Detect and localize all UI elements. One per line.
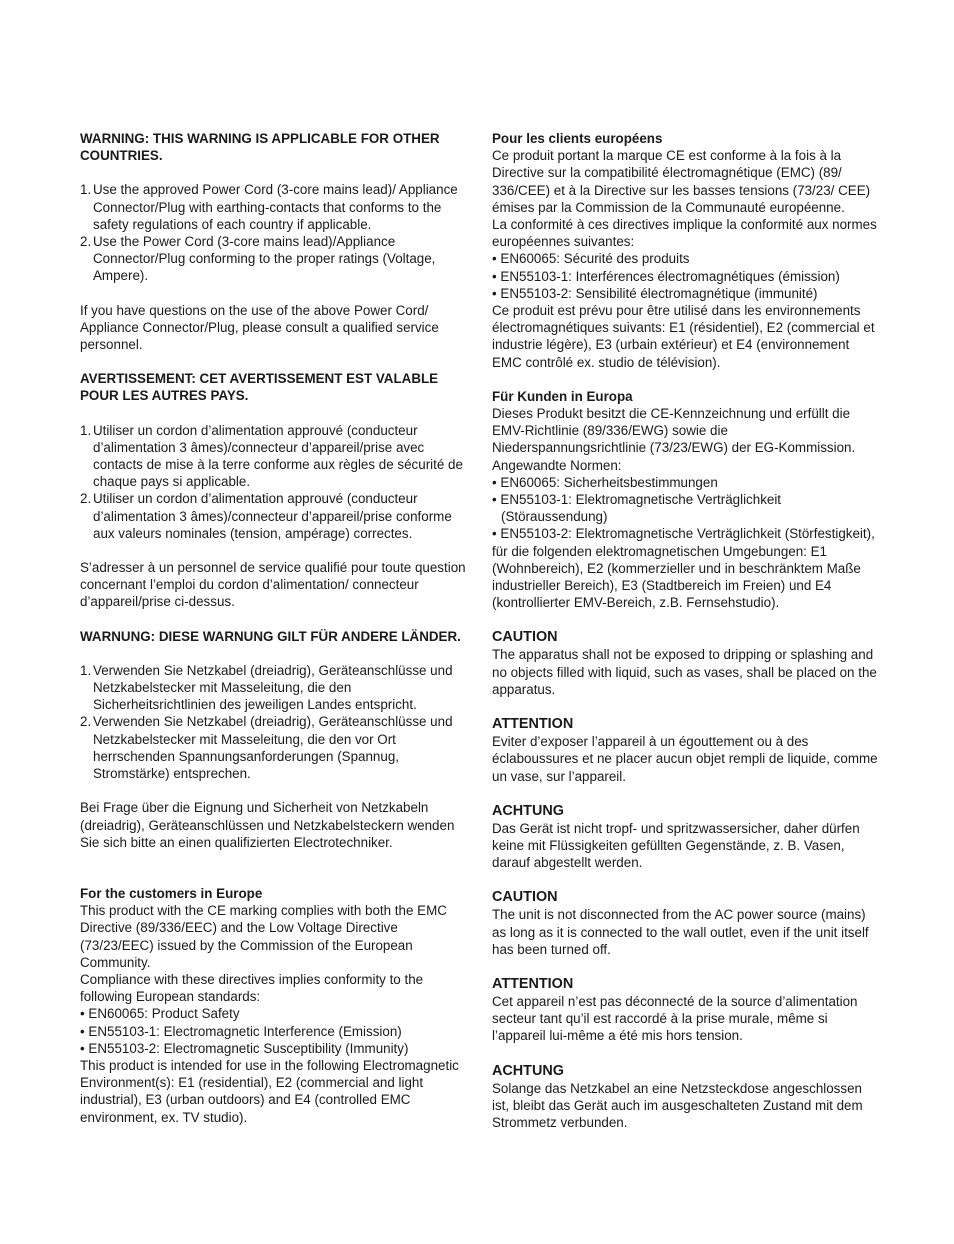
list-item: 2. Use the Power Cord (3-core mains lead)/Appliance Connector/Plug conforming to the proper ratings (Voltage, Ampere). [80, 234, 436, 284]
warning-fr-title: AVERTISSEMENT: CET AVERTISSEMENT EST VALABLE POUR LES AUTRES PAYS. [80, 371, 439, 404]
europe-de-bullet: • EN55103-1: Elektromagnetische Verträglichkeit (Störaussendung) [492, 491, 882, 525]
europe-de-bullet: • EN60065: Sicherheitsbestimmungen [492, 474, 882, 491]
europe-en-compliance: Compliance with these directives implies conformity to the following European standards: [80, 971, 424, 1005]
europe-de-title: Für Kunden in Europa [492, 388, 633, 404]
europe-fr-bullet: • EN60065: Sécurité des produits [492, 250, 882, 267]
europe-de-norms: Angewandte Normen: [492, 457, 622, 473]
list-item: 1. Use the approved Power Cord (3-core mains lead)/ Appliance Connector/Plug with earthing-contacts that conforms to the safety regulations of each country if applicable. [80, 182, 458, 232]
europe-de-bullet: • EN55103-2: Elektromagnetische Verträglichkeit (Störfestigkeit), [492, 525, 882, 542]
list-item: 2. Utiliser un cordon d’alimentation approuvé (conducteur d’alimentation 3 âmes)/connecteur d’appareil/prise conforme aux valeurs nominales (tension, ampérage) correctes. [80, 491, 452, 541]
warning-de-note: Bei Frage über die Eignung und Sicherheit von Netzkabeln (dreiadrig), Geräteanschlüssen und Netzkabelsteckern wenden Sie sich bitte an einen qualifizierten Electrotechniker. [80, 800, 455, 850]
right-column [492, 130, 882, 1131]
warning-en-list [80, 181, 470, 284]
europe-en-bullet: • EN60065: Product Safety [80, 1005, 470, 1022]
europe-en-title: For the customers in Europe [80, 885, 263, 901]
list-item: 1. Verwenden Sie Netzkabel (dreiadrig), Geräteanschlüsse und Netzkabelstecker mit Masseleitung, die den Sicherheitsrichtlinien des jeweiligen Landes entspricht. [80, 662, 453, 713]
attention-power-title: ATTENTION [492, 975, 574, 992]
europe-fr-intro: Ce produit portant la marque CE est conforme à la fois à la Directive sur la compatibilité électromagnétique (EMC) (89/ 336/CEE) et à la Directive sur les basses tensions (73/23/ CEE) émises par la Commission de la Communauté européenne. [492, 148, 871, 215]
attention-text: Eviter d’exposer l’appareil à un égouttement ou à des éclaboussures et ne placer aucun objet rempli de liquide, comme un vase, sur l’appareil. [492, 734, 878, 784]
caution-text: The apparatus shall not be exposed to dripping or splashing and no objects filled with liquid, such as vases, shall be placed on the apparatus. [492, 647, 877, 697]
list-item: 1. Utiliser un cordon d’alimentation approuvé (conducteur d’alimentation 3 âmes)/connecteur d’appareil/prise avec contacts de mise à la terre conforme aux règles de sécurité de chaque pays si applicable. [80, 422, 463, 490]
caution-power-title: CAUTION [492, 889, 558, 906]
europe-fr-compliance: La conformité à ces directives implique la conformité aux normes européennes suivantes: [492, 217, 877, 250]
europe-de-environment: für die folgenden elektromagnetischen Umgebungen: E1 (Wohnbereich), E2 (kommerzieller und in beschränktem Maße industrieller Bereich), E3 (Stadtbereich im Freien) und E4 (kontrollierter EMV-Bereich, z.B. Fernsehstudio). [492, 543, 861, 611]
warning-de-list [80, 662, 470, 782]
attention-power-text: Cet appareil n’est pas déconnecté de la source d’alimentation secteur tant qu’il est raccordé à la prise murale, même si l’appareil lui-même a été mis hors tension. [492, 993, 858, 1044]
caution-section [492, 628, 882, 698]
achtung-text: Das Gerät ist nicht tropf- und spritzwassersicher, daher dürfen keine mit Flüssigkeiten gefüllten Gegenstände, z. B. Vasen, darauf abgestellt werden. [492, 820, 860, 871]
europe-fr-environment: Ce produit est prévu pour être utilisé dans les environnements électromagnétiques suivants: E1 (résidentiel), E2 (commercial et industrie légère), E3 (urbain extérieur) et E4 (environnement EMC contrôlé ex. studio de télévision). [492, 303, 875, 370]
caution-power-text: The unit is not disconnected from the AC power source (mains) as long as it is connected to the wall outlet, even if the unit itself has been turned off. [492, 907, 869, 957]
warning-fr-note: S’adresser à un personnel de service qualifié pour toute question concernant l’emploi du cordon d’alimentation/ connecteur d’appareil/prise ci-dessus. [80, 560, 466, 610]
warning-en-title: WARNING: THIS WARNING IS APPLICABLE FOR OTHER COUNTRIES. [80, 131, 440, 164]
achtung-power-section [492, 1062, 882, 1132]
achtung-title: ACHTUNG [492, 802, 564, 819]
attention-title: ATTENTION [492, 716, 574, 733]
caution-title: CAUTION [492, 629, 558, 646]
europe-fr-title: Pour les clients européens [492, 131, 663, 146]
attention-power-section [492, 975, 882, 1045]
europe-fr-bullet: • EN55103-2: Sensibilité électromagnétique (immunité) [492, 285, 882, 302]
left-column [80, 130, 470, 1126]
europe-de-intro: Dieses Produkt besitzt die CE-Kennzeichnung und erfüllt die EMV-Richtlinie (89/336/EWG) sowie die Niederspannungsrichtlinie (73/23/EWG) der EG-Kommission. [492, 406, 856, 456]
europe-en-bullet: • EN55103-2: Electromagnetic Susceptibility (Immunity) [80, 1040, 470, 1057]
achtung-power-title: ACHTUNG [492, 1062, 564, 1079]
achtung-power-text: Solange das Netzkabel an eine Netzsteckdose angeschlossen ist, bleibt das Gerät auch im ausgeschalteten Zustand mit dem Strommetz verbunden. [492, 1080, 863, 1130]
list-item: 2. Verwenden Sie Netzkabel (dreiadrig), Geräteanschlüsse und Netzkabelstecker mit Masseleitung, die den vor Ort herrschenden Spannungsanforderungen (Spannug, Stromstärke) entsprechen. [80, 714, 453, 782]
warning-en-note: If you have questions on the use of the above Power Cord/ Appliance Connector/Plug, please consult a qualified service personnel. [80, 302, 439, 353]
achtung-section [492, 802, 882, 872]
europe-fr-bullet: • EN55103-1: Interférences électromagnétiques (émission) [492, 268, 882, 285]
europe-en-intro: This product with the CE marking complies with both the EMC Directive (89/336/EEC) and the Low Voltage Directive (73/23/EEC) issued by the Commission of the European Community. [80, 903, 447, 970]
warning-de-title: WARNUNG: DIESE WARNUNG GILT FÜR ANDERE LÄNDER. [80, 628, 461, 644]
attention-section [492, 715, 882, 785]
caution-power-section [492, 888, 882, 958]
warning-fr-list [80, 422, 470, 542]
europe-en-bullet: • EN55103-1: Electromagnetic Interference (Emission) [80, 1023, 470, 1040]
europe-en-environment: This product is intended for use in the following Electromagnetic Environment(s): E1 (residential), E2 (commercial and light industrial), E3 (urban outdoors) and E4 (controlled EMC environment, ex. TV studio). [80, 1057, 459, 1125]
